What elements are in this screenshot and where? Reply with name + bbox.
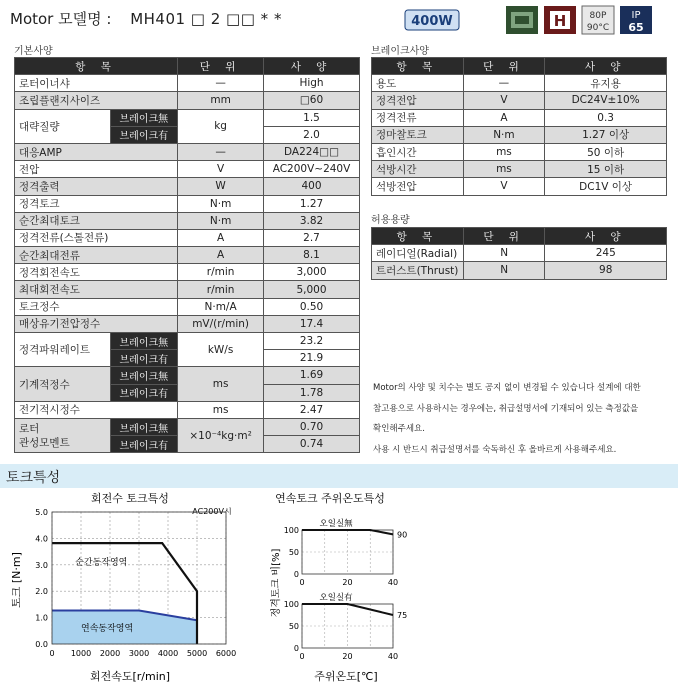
row-spec: 23.2	[264, 333, 360, 350]
row-spec: 0.70	[264, 418, 360, 435]
row-spec: AC200V~240V	[264, 161, 360, 178]
table-row	[15, 281, 360, 298]
table-header-row	[372, 58, 667, 75]
panel-label: 오일실無	[319, 519, 353, 529]
row-unit: r/min	[178, 264, 264, 281]
y-tick-label: 2.0	[35, 587, 48, 597]
row-spec: 0.74	[264, 436, 360, 453]
badge-ip65-icon	[619, 4, 653, 36]
row-item: 로터이너샤	[15, 75, 178, 92]
brake-yes-label: 브레이크有	[110, 126, 178, 143]
y-tick-label: 1.0	[35, 613, 48, 623]
x-tick-label: 1000	[70, 649, 92, 658]
table-row	[15, 92, 360, 109]
x-tick-label: 20	[342, 652, 353, 661]
y-tick-label: 100	[283, 526, 299, 535]
x-tick-label: 40	[387, 652, 399, 661]
row-item: 순간최대토크	[15, 212, 178, 229]
row-spec: 2.0	[264, 126, 360, 143]
row-spec: 1.78	[264, 384, 360, 401]
row-spec: 245	[545, 245, 667, 262]
row-spec: 2.47	[264, 401, 360, 418]
row-item: 레이디얼(Radial)	[372, 245, 464, 262]
row-unit: N·m/A	[178, 298, 264, 315]
row-spec: □60	[264, 92, 360, 109]
chart2-xlabel: 주위온도[℃]	[314, 670, 378, 683]
badge-ip-a: IP	[631, 10, 641, 21]
table-row	[15, 161, 360, 178]
chart1-xlabel: 회전속도[r/min]	[89, 670, 171, 683]
row-item: 대략질량	[15, 109, 111, 143]
row-unit: W	[178, 178, 264, 195]
row-item: 최대회전속도	[15, 281, 178, 298]
row-unit: ms	[178, 401, 264, 418]
row-item: 순간최대전류	[15, 247, 178, 264]
table-row	[372, 75, 667, 92]
badge-temp-a: 80P	[589, 11, 607, 21]
badge-400w	[404, 4, 460, 36]
column-header: 단 위	[463, 228, 545, 245]
row-spec: 3,000	[264, 264, 360, 281]
brake-yes-label: 브레이크有	[110, 436, 178, 453]
table-row	[15, 298, 360, 315]
brake-yes-label: 브레이크有	[110, 350, 178, 367]
row-item: 정격전류	[372, 109, 464, 126]
row-unit: —	[178, 143, 264, 160]
row-spec: 15 이하	[545, 161, 667, 178]
row-unit: V	[178, 161, 264, 178]
row-unit: kg	[178, 109, 264, 143]
row-unit: N·m	[178, 212, 264, 229]
badge-h-text: H	[553, 12, 567, 30]
column-header: 항 목	[372, 58, 464, 75]
notes	[373, 378, 673, 460]
table-row	[15, 315, 360, 332]
table-row	[372, 92, 667, 109]
table-row	[15, 247, 360, 264]
row-item: 전압	[15, 161, 178, 178]
chart2-ylabel: 정격토크 비[%]	[271, 548, 282, 618]
x-tick-label: 3000	[128, 649, 150, 658]
row-unit: ms	[463, 143, 545, 160]
torque-section-band	[0, 464, 678, 488]
row-item: 트러스트(Thrust)	[372, 262, 464, 279]
table-header-row	[372, 228, 667, 245]
y-tick-label: 50	[288, 548, 299, 557]
row-unit: V	[463, 92, 545, 109]
title-prefix: Motor 모델명 :	[10, 10, 112, 28]
row-spec: 50 이하	[545, 143, 667, 160]
table-row	[372, 109, 667, 126]
row-spec: DC1V 이상	[545, 178, 667, 195]
row-item: 전기적시정수	[15, 401, 178, 418]
badge-connector-icon	[505, 4, 539, 36]
badge-power-text: 400W	[411, 14, 453, 29]
speed-torque-chart	[0, 488, 260, 686]
row-spec: 1.27	[264, 195, 360, 212]
row-item: 정격출력	[15, 178, 178, 195]
y-tick-label: 5.0	[35, 508, 48, 517]
row-item: 정격전압	[372, 92, 464, 109]
x-tick-label: 6000	[215, 649, 237, 658]
row-spec: High	[264, 75, 360, 92]
row-item: 정격파워레이트	[15, 333, 111, 367]
badge-temp-b: 90°C	[586, 23, 610, 33]
end-value-label: 90	[397, 530, 408, 540]
table-row	[15, 212, 360, 229]
table-row	[15, 109, 360, 126]
y-tick-label: 100	[283, 600, 299, 609]
row-spec: DC24V±10%	[545, 92, 667, 109]
column-header: 사 양	[545, 58, 667, 75]
table-row	[372, 143, 667, 160]
row-item: 용도	[372, 75, 464, 92]
row-spec: 400	[264, 178, 360, 195]
x-tick-label: 0	[299, 578, 305, 587]
brake-none-label: 브레이크無	[110, 418, 178, 435]
row-item: 석방시간	[372, 161, 464, 178]
row-item: 정격회전속도	[15, 264, 178, 281]
chart1-annotation: AC200V시	[192, 507, 232, 516]
table-row	[15, 229, 360, 246]
row-unit: —	[178, 75, 264, 92]
table-header-row	[15, 58, 360, 75]
peak-region-label: 순간동작영역	[75, 557, 128, 568]
row-item: 정마찰토크	[372, 126, 464, 143]
table-row	[372, 245, 667, 262]
note-line: 사용 시 반드시 취급설명서를 숙독하신 후 올바르게 사용해주세요.	[373, 444, 617, 455]
x-tick-label: 40	[387, 578, 399, 587]
x-tick-label: 2000	[99, 649, 121, 658]
row-spec: 유지용	[545, 75, 667, 92]
brake-spec-table	[371, 57, 667, 196]
continuous-region-label: 연속동작영역	[81, 623, 134, 634]
row-unit: r/min	[178, 281, 264, 298]
row-unit: A	[463, 109, 545, 126]
y-tick-label: 4.0	[35, 534, 48, 544]
row-unit: N·m	[178, 195, 264, 212]
table-row	[15, 401, 360, 418]
table-row	[372, 161, 667, 178]
column-header: 사 양	[264, 58, 360, 75]
basic-section-title: 기본사양	[14, 46, 53, 57]
table-row	[15, 178, 360, 195]
row-item: 토크정수	[15, 298, 178, 315]
note-line: 확인해주세요.	[373, 424, 425, 434]
table-row	[372, 262, 667, 279]
basic-spec-table	[14, 57, 360, 453]
panel-label: 오일실有	[319, 593, 353, 603]
row-unit: A	[178, 229, 264, 246]
column-header: 항 목	[372, 228, 464, 245]
row-unit: N·m	[463, 126, 545, 143]
row-item	[15, 418, 111, 452]
column-header: 사 양	[545, 228, 667, 245]
row-spec: 17.4	[264, 315, 360, 332]
note-line: 참고용으로 사용하시는 경우에는, 취급설명서에 기재되어 있는 측정값을	[373, 403, 639, 414]
row-unit: ×10⁻⁴kg·m²	[178, 418, 264, 452]
page-title	[10, 8, 282, 29]
row-unit: mV/(r/min)	[178, 315, 264, 332]
table-row	[15, 367, 360, 384]
x-tick-label: 0	[299, 652, 305, 661]
table-row	[372, 126, 667, 143]
temperature-torque-chart	[262, 488, 432, 686]
table-row	[15, 264, 360, 281]
x-tick-label: 0	[49, 649, 55, 658]
row-item: 흡인시간	[372, 143, 464, 160]
row-spec: 8.1	[264, 247, 360, 264]
table-row	[372, 178, 667, 195]
row-item: 정격토크	[15, 195, 178, 212]
load-spec-table	[371, 227, 667, 280]
row-unit: N	[463, 262, 545, 279]
column-header: 단 위	[463, 58, 545, 75]
y-tick-label: 0	[293, 570, 299, 579]
row-unit: A	[178, 247, 264, 264]
row-unit: —	[463, 75, 545, 92]
row-spec: 5,000	[264, 281, 360, 298]
brake-none-label: 브레이크無	[110, 109, 178, 126]
load-section-title: 허용용량	[371, 215, 410, 226]
column-header: 항 목	[15, 58, 178, 75]
badge-h-icon	[543, 4, 577, 36]
row-unit: N	[463, 245, 545, 262]
row-spec: DA224□□	[264, 143, 360, 160]
chart1-ylabel: 토크 [N·m]	[10, 552, 23, 608]
row-spec: 0.50	[264, 298, 360, 315]
row-item-line: 로터	[19, 422, 40, 435]
row-spec: 2.7	[264, 229, 360, 246]
row-spec: 21.9	[264, 350, 360, 367]
row-spec: 1.27 이상	[545, 126, 667, 143]
y-tick-label: 50	[288, 622, 299, 631]
table-row	[15, 195, 360, 212]
row-unit: kW/s	[178, 333, 264, 367]
row-item: 정격전류(스톨전류)	[15, 229, 178, 246]
brake-none-label: 브레이크無	[110, 367, 178, 384]
chart2-title: 연속토크 주위온도특성	[275, 492, 385, 505]
end-value-label: 75	[397, 611, 408, 620]
table-row	[15, 143, 360, 160]
row-spec: 98	[545, 262, 667, 279]
row-item: 기계적정수	[15, 367, 111, 401]
table-row	[15, 333, 360, 350]
row-item: 조립플랜지사이즈	[15, 92, 178, 109]
row-unit: ms	[463, 161, 545, 178]
x-tick-label: 4000	[157, 649, 179, 658]
table-row	[15, 418, 360, 435]
y-tick-label: 0.0	[35, 640, 48, 649]
x-tick-label: 5000	[186, 649, 208, 658]
y-tick-label: 3.0	[35, 560, 48, 570]
row-spec: 3.82	[264, 212, 360, 229]
note-line: Motor의 사양 및 치수는 별도 공지 없이 변경될 수 있습니다 설계에 대한	[373, 383, 641, 393]
badge-ip-b: 65	[628, 21, 644, 34]
chart1-title: 회전수 토크특성	[91, 492, 169, 505]
model-name: MH401 □ 2 □□ * *	[130, 10, 282, 28]
row-item: 매상유기전압정수	[15, 315, 178, 332]
row-unit: V	[463, 178, 545, 195]
temp-torque-line	[302, 530, 393, 534]
brake-yes-label: 브레이크有	[110, 384, 178, 401]
row-unit: mm	[178, 92, 264, 109]
row-item: 대응AMP	[15, 143, 178, 160]
row-spec: 1.69	[264, 367, 360, 384]
table-row	[15, 75, 360, 92]
torque-section-title: 토크특성	[6, 470, 61, 486]
row-unit: ms	[178, 367, 264, 401]
y-tick-label: 0	[293, 644, 299, 653]
row-spec: 0.3	[545, 109, 667, 126]
column-header: 단 위	[178, 58, 264, 75]
brake-none-label: 브레이크無	[110, 333, 178, 350]
x-tick-label: 20	[342, 578, 353, 587]
row-item: 석방전압	[372, 178, 464, 195]
row-item-line: 관성모멘트	[19, 436, 70, 449]
brake-section-title: 브레이크사양	[371, 46, 429, 57]
row-spec: 1.5	[264, 109, 360, 126]
badge-temperature-icon	[581, 4, 615, 36]
